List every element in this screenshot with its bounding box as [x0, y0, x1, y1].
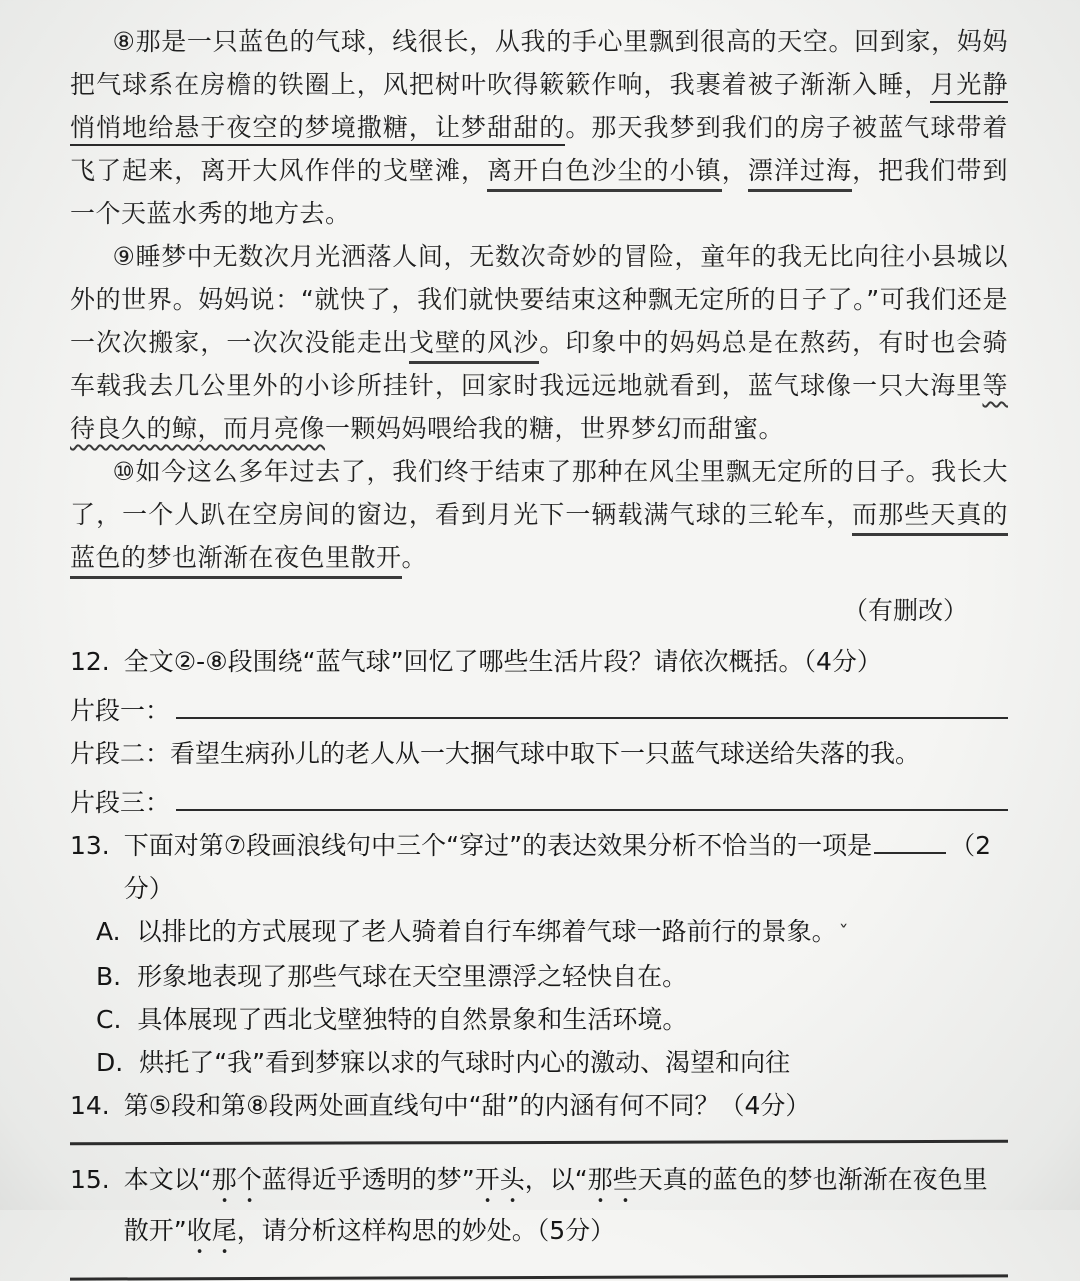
q13-option-b	[70, 955, 1008, 998]
question-15-number: 15.	[70, 1165, 110, 1194]
paragraph-9-text: ⑨睡梦中无数次月光洒落人间，无数次奇妙的冒险，童年的我无比向往小县城以外的世界。妈妈说：“就快了，我们就快要结束这种飘无定所的日子了。”可我们还是一次次搬家，一次次没能走出	[70, 242, 1008, 357]
passage-paragraph-9	[70, 235, 1008, 450]
question-14-prompt: 第⑤段和第⑧段两处画直线句中“甜”的内涵有何不同？（4分）	[123, 1091, 811, 1120]
paragraph-9-text: 。印象中的妈妈总是在熬药，有时也会骑车载我去几公里外的小诊所挂针，回家时我远远地就看到，蓝气球像一只大海里	[70, 328, 1008, 400]
q12-fragment-3-row	[70, 775, 1008, 824]
passage-paragraph-10	[70, 450, 1008, 579]
paragraph-10-text: ⑩如今这么多年过去了，我们终于结束了那种在风尘里飘无定所的日子。我长大了，一个人趴在空房间的窗边，看到月光下一辆载满气球的三轮车，	[70, 457, 1008, 529]
q12-fragment-3-answer-blank	[176, 775, 1008, 811]
q13-option-a-text	[137, 910, 1008, 955]
q13-answer-blank	[874, 827, 946, 854]
emphasis-dotted-text: 那些	[587, 1165, 638, 1194]
emphasis-dotted-text: 开头	[474, 1165, 525, 1194]
q13-option-c-text: 具体展现了西北戈壁独特的自然景象和生活环境。	[137, 1005, 688, 1034]
q13-option-d-label: D.	[96, 1048, 124, 1077]
question-12-prompt: 全文②-⑧段围绕“蓝气球”回忆了哪些生活片段？请依次概括。（4分）	[123, 647, 882, 676]
q15-text: 蓝得近乎透明的梦”	[261, 1165, 475, 1194]
reading-passage	[70, 20, 1008, 632]
paragraph-9-text: 一颗妈妈喂给我的糖，世界梦幻而甜蜜。	[325, 414, 785, 443]
q13-option-d-text: 烘托了“我”看到梦寐以求的气球时内心的激动、渴望和向往	[139, 1048, 791, 1077]
handwritten-check-mark: ˇ	[838, 921, 849, 945]
q15-text: ，请分析这样构思的妙处。（5分）	[236, 1216, 616, 1245]
hand-underlined-phrase: 离开白色沙尘的小镇	[487, 156, 722, 192]
question-14-number: 14.	[70, 1091, 110, 1120]
paragraph-8-text: 。那天我梦到我们的房子被蓝气球带着飞了起来，离开大风作伴的戈壁滩，	[70, 113, 1008, 185]
question-14	[70, 1084, 1008, 1127]
question-13-prompt	[124, 824, 1008, 910]
question-section	[70, 640, 1008, 1279]
q13-option-c	[70, 998, 1008, 1041]
paragraph-8-text: ，	[721, 156, 748, 185]
q15-text: 本文以“	[123, 1165, 212, 1194]
straight-underlined-sentence: 月光静悄悄地给悬于夜空的梦境撒糖，让梦甜甜的	[70, 70, 1008, 146]
q12-fragment-1-label: 片段一：	[70, 696, 171, 725]
question-13-number: 13.	[70, 831, 110, 860]
paragraph-8-text: ，把我们带到一个天蓝水秀的地方去。	[70, 156, 1008, 228]
q15-text: ，以“	[524, 1165, 588, 1194]
q13-option-a-label: A.	[96, 917, 121, 946]
section-divider-line	[70, 1140, 1008, 1145]
question-12-number: 12.	[70, 647, 110, 676]
question-15	[70, 1158, 1008, 1260]
question-13-score: （2分）	[123, 831, 991, 903]
emphasis-dotted-text: 收尾	[186, 1216, 237, 1245]
q13-option-a	[70, 910, 1008, 955]
q13-option-b-text: 形象地表现了那些气球在天空里漂浮之轻快自在。	[137, 962, 688, 991]
passage-attribution: （有删改）	[842, 596, 968, 625]
q12-fragment-1-answer-blank	[176, 683, 1008, 719]
question-15-prompt	[124, 1158, 1008, 1260]
paragraph-8-text: ⑧那是一只蓝色的气球，线很长，从我的手心里飘到很高的天空。回到家，妈妈把气球系在房檐的铁圈上，风把树叶吹得簌簌作响，我裹着被子渐渐入睡，	[70, 27, 1008, 99]
q15-text: 天真的蓝色的梦也渐渐在夜色里散开”	[123, 1165, 988, 1245]
question-12	[70, 640, 1008, 683]
q13-option-d	[70, 1041, 1008, 1084]
hand-underlined-phrase: 戈壁的风沙	[409, 328, 539, 364]
paragraph-10-text: 。	[401, 543, 428, 572]
q12-fragment-2-row	[70, 732, 1008, 775]
q12-fragment-2-label: 片段二：	[70, 739, 171, 768]
q13-option-b-label: B.	[96, 962, 122, 991]
q13-option-c-label: C.	[96, 1005, 122, 1034]
q12-fragment-2-answer: 看望生病孙儿的老人从一大捆气球中取下一只蓝气球送给失落的我。	[170, 739, 921, 768]
emphasis-dotted-text: 那个	[211, 1165, 262, 1194]
q12-fragment-3-label: 片段三：	[70, 788, 171, 817]
hand-underlined-phrase: 而那些天真的蓝色的梦也渐渐在夜色里散开	[70, 500, 1008, 579]
q13-option-a-content: 以排比的方式展现了老人骑着自行车绑着气球一路前行的景象。	[136, 917, 837, 946]
question-13-prompt-text: 下面对第⑦段画浪线句中三个“穿过”的表达效果分析不恰当的一项是	[123, 831, 873, 860]
hand-underlined-phrase: 漂洋过海	[748, 156, 852, 192]
page-bottom-line	[70, 1274, 1008, 1280]
question-13	[70, 824, 1008, 910]
q12-fragment-1-row	[70, 683, 1008, 732]
passage-paragraph-8	[70, 20, 1008, 235]
wavy-underlined-phrase: 等待良久的鲸，而月亮像	[70, 371, 1008, 443]
